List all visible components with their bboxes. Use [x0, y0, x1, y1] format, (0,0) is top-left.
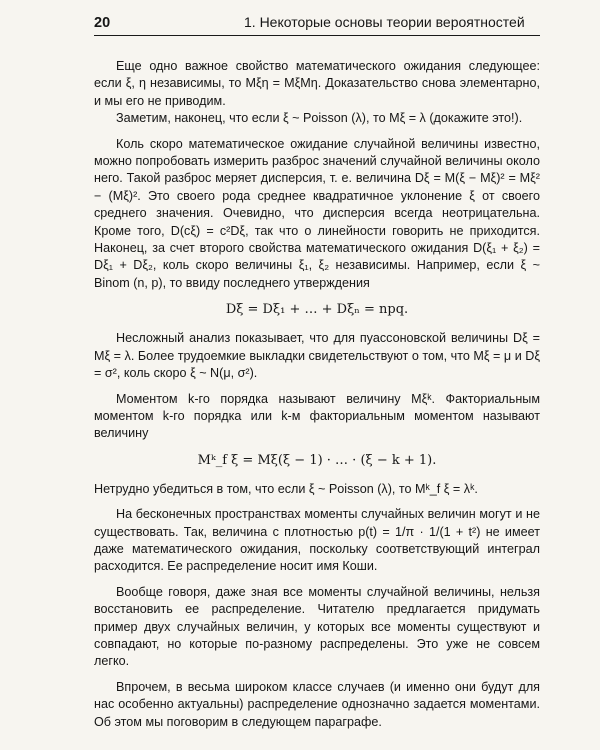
- paragraph-variance-definition: Коль скоро математическое ожидание случайной величины известно, можно попробовать измерить разброс значений случайной величины около него. Такой разброс меряет дисперсия, т. е. величина Dξ = M(ξ − Mξ)² = Mξ² − (Mξ)². Это своего рода среднее квадратичное уклонение ξ от своего среднего значения. Очевидно, что дисперсия всегда неотрицательна. Кроме того, D(cξ) = c²Dξ, так что о линейности говорить не приходится. Наконец, за счет второго свойства математического ожидания D(ξ₁ + ξ₂) = Dξ₁ + Dξ₂, коль скоро величины ξ₁, ξ₂ независимы. Например, если ξ ~ Binom (n, p), то ввиду последнего утверждения: [94, 136, 540, 290]
- running-header: [94, 14, 540, 36]
- formula-binomial-variance: Dξ = Dξ₁ + … + Dξₙ = npq.: [225, 302, 409, 318]
- paragraph-poisson-normal-variance: Несложный анализ показывает, что для пуассоновской величины Dξ = Mξ = λ. Более трудоемкие выкладки свидетельствуют о том, что Mξ = μ и Dξ = σ², коль скоро ξ ~ N(μ, σ²).: [94, 331, 540, 381]
- paragraph-cauchy: На бесконечных пространствах моменты случайных величин могут и не существовать. Так, величина с плотностью p(t) = 1/π · 1/(1 + t²) не имеет даже математического ожидания, поскольку соответствующий интеграл расходится. Ее распределение носит имя Коши.: [94, 507, 540, 574]
- paragraph-next-section: Впрочем, в весьма широком классе случаев (и именно они будут для нас особенно актуальны) распределение однозначно задается моментами. Об этом мы поговорим в следующем параграфе.: [94, 679, 540, 729]
- paragraph-moments-definition: Моментом k-го порядка называют величину Mξᵏ. Факториальным моментом k-го порядка или k-м факториальным моментом называют величину: [94, 391, 540, 441]
- paragraph-poisson-factorial-moment: Нетрудно убедиться в том, что если ξ ~ Poisson (λ), то Mᵏ_f ξ = λᵏ.: [94, 481, 478, 496]
- paragraph-poisson-expectation: Заметим, наконец, что если ξ ~ Poisson (λ), то Mξ = λ (докажите это!).: [116, 111, 523, 126]
- paragraph-moment-problem: Вообще говоря, даже зная все моменты случайной величины, нельзя восстановить ее распределение. Читателю предлагается придумать пример двух случайных величин, у которых все моменты существуют и совпадают, но которые по-разному распределены. Это уже не совсем легко.: [94, 584, 540, 669]
- page-number: 20: [94, 15, 111, 31]
- chapter-title: 1. Некоторые основы теории вероятностей: [244, 14, 525, 30]
- paragraph-independence-expectation: Еще одно важное свойство математического ожидания следующее: если ξ, η независимы, то Mξη = MξMη. Доказательство снова элементарно, и мы его не приводим.: [94, 59, 540, 108]
- formula-factorial-moment: Mᵏ_f ξ = Mξ(ξ − 1) · … · (ξ − k + 1).: [197, 452, 437, 468]
